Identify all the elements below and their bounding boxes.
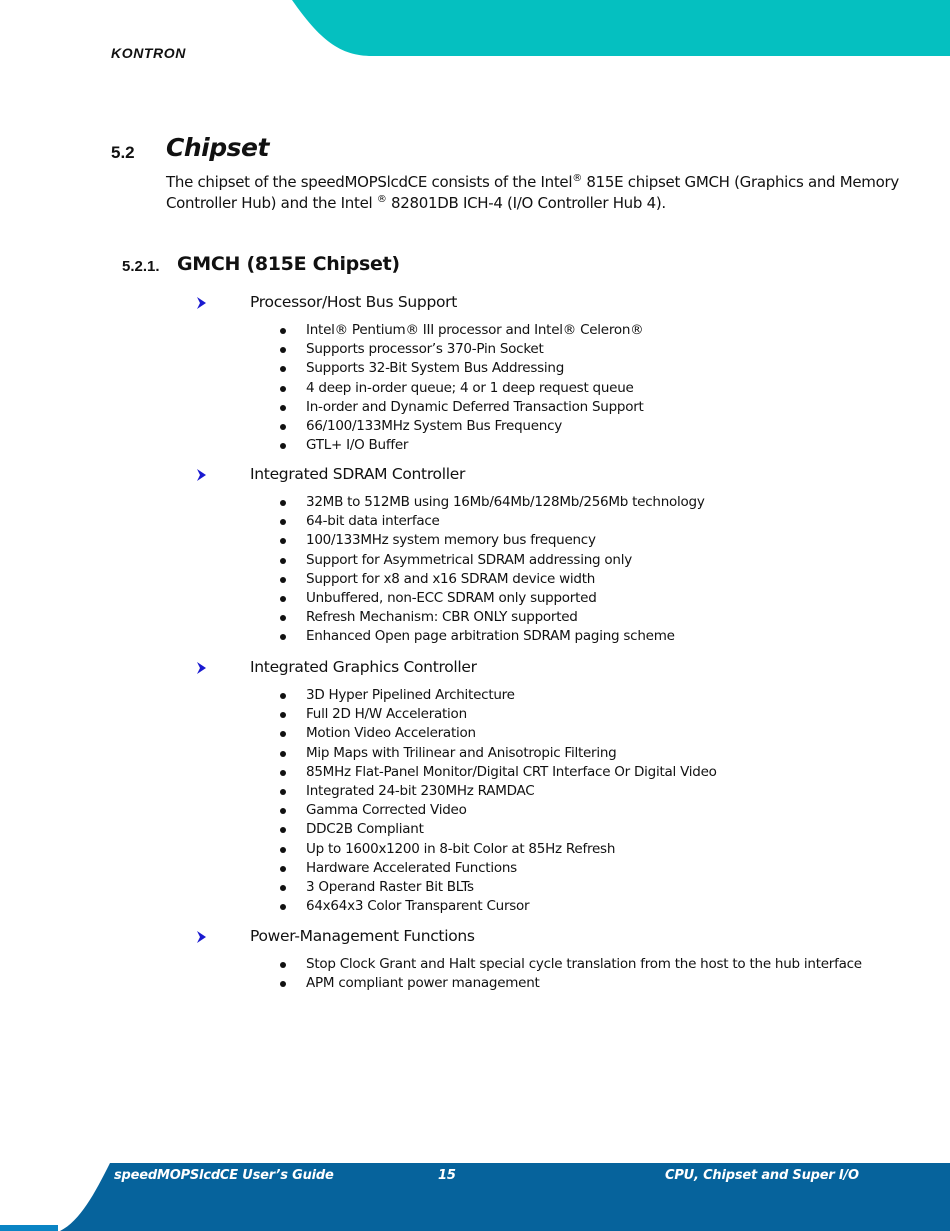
bullet-icon [280, 519, 286, 525]
bullet-icon [280, 577, 286, 583]
bullet-icon [280, 424, 286, 430]
list-item-text: 85MHz Flat-Panel Monitor/Digital CRT Interface Or Digital Video [306, 763, 717, 780]
footer-chapter-title: CPU, Chipset and Super I/O [665, 1168, 859, 1183]
list-item-text: 4 deep in-order queue; 4 or 1 deep request queue [306, 379, 634, 396]
footer-accent-bar [0, 1225, 58, 1231]
bullet-icon [280, 596, 286, 602]
feature-group-title: Power-Management Functions [250, 927, 475, 945]
feature-group-title: Processor/Host Bus Support [250, 293, 458, 311]
header-band [280, 0, 950, 62]
intro-line-1 [166, 172, 899, 193]
list-item-text: APM compliant power management [306, 975, 540, 992]
bullet-icon [280, 808, 286, 814]
subsection-title: GMCH (815E Chipset) [177, 253, 400, 275]
header-band-shape [292, 0, 950, 56]
feature-group-title: Integrated Graphics Controller [250, 658, 477, 676]
footer-page-number: 15 [438, 1168, 456, 1183]
chevron-right-icon [196, 468, 207, 482]
bullet-icon [280, 885, 286, 891]
bullet-icon [280, 347, 286, 353]
intro-text-2b: 82801DB ICH-4 (I/O Controller Hub 4). [386, 194, 666, 212]
list-item-text: 3 Operand Raster Bit BLTs [306, 878, 474, 895]
list-item-text: 3D Hyper Pipelined Architecture [306, 687, 515, 703]
chevron-right-icon [196, 930, 207, 944]
chevron-right-icon [196, 661, 207, 675]
list-item-text: Refresh Mechanism: CBR ONLY supported [306, 609, 578, 626]
list-item-text: Unbuffered, non-ECC SDRAM only supported [306, 589, 597, 606]
intro-text-1a: The chipset of the speedMOPSlcdCE consists of the Intel [166, 173, 573, 191]
bullet-icon [280, 981, 286, 987]
list-item-text: Supports processor’s 370-Pin Socket [306, 341, 544, 358]
bullet-icon [280, 328, 286, 334]
brand-name: KONTRON [111, 45, 186, 61]
chevron-right-icon [196, 296, 207, 310]
list-item-text: Up to 1600x1200 in 8-bit Color at 85Hz Refresh [306, 840, 616, 857]
intro-line-2 [166, 193, 846, 214]
list-item-text: Motion Video Acceleration [306, 725, 476, 742]
list-item-text: GTL+ I/O Buffer [306, 437, 409, 454]
bullet-icon [280, 405, 286, 411]
bullet-icon [280, 731, 286, 737]
bullet-icon [280, 500, 286, 506]
list-item-text: Hardware Accelerated Functions [306, 859, 517, 876]
intro-text-1b: 815E chipset GMCH (Graphics and Memory [581, 173, 899, 191]
bullet-icon [280, 634, 286, 640]
bullet-icon [280, 386, 286, 392]
list-item-text: Support for Asymmetrical SDRAM addressing only [306, 551, 632, 568]
list-item-text: Supports 32-Bit System Bus Addressing [306, 360, 565, 377]
list-item-text: In-order and Dynamic Deferred Transaction Support [306, 398, 644, 415]
list-item-text: Stop Clock Grant and Halt special cycle translation from the host to the hub interface [306, 956, 862, 972]
subsection-number: 5.2.1. [122, 258, 160, 275]
registered-mark: ® [572, 173, 582, 184]
list-item-text: Gamma Corrected Video [306, 802, 467, 819]
bullet-icon [280, 712, 286, 718]
list-item-text: 64x64x3 Color Transparent Cursor [306, 898, 530, 915]
list-item-text: 64-bit data interface [306, 513, 440, 530]
bullet-icon [280, 962, 286, 968]
list-item-text: Intel® Pentium® III processor and Intel® Celeron® [306, 322, 644, 338]
bullet-icon [280, 693, 286, 699]
list-item-text: 66/100/133MHz System Bus Frequency [306, 417, 563, 434]
list-item-text: 32MB to 512MB using 16Mb/64Mb/128Mb/256Mb technology [306, 494, 705, 510]
bullet-icon [280, 366, 286, 372]
list-item-text: Enhanced Open page arbitration SDRAM paging scheme [306, 628, 675, 645]
bullet-icon [280, 789, 286, 795]
bullet-icon [280, 847, 286, 853]
list-item-text: DDC2B Compliant [306, 821, 424, 838]
list-item-text: Mip Maps with Trilinear and Anisotropic Filtering [306, 744, 617, 761]
section-intro [166, 172, 899, 214]
bullet-icon [280, 827, 286, 833]
bullet-icon [280, 866, 286, 872]
bullet-icon [280, 904, 286, 910]
feature-group-title: Integrated SDRAM Controller [250, 465, 466, 483]
list-item-text: 100/133MHz system memory bus frequency [306, 532, 596, 549]
list-item-text: Support for x8 and x16 SDRAM device width [306, 570, 596, 587]
bullet-icon [280, 443, 286, 449]
bullet-icon [280, 558, 286, 564]
footer-guide-title: speedMOPSlcdCE User’s Guide [114, 1168, 334, 1183]
bullet-icon [280, 770, 286, 776]
intro-text-2a: Controller Hub) and the Intel [166, 194, 377, 212]
bullet-icon [280, 615, 286, 621]
list-item-text: Integrated 24-bit 230MHz RAMDAC [306, 782, 535, 799]
bullet-icon [280, 751, 286, 757]
list-item-text: Full 2D H/W Acceleration [306, 706, 467, 723]
registered-mark: ® [376, 194, 387, 205]
section-title: Chipset [166, 133, 269, 162]
bullet-icon [280, 538, 286, 544]
section-number: 5.2 [111, 143, 135, 162]
